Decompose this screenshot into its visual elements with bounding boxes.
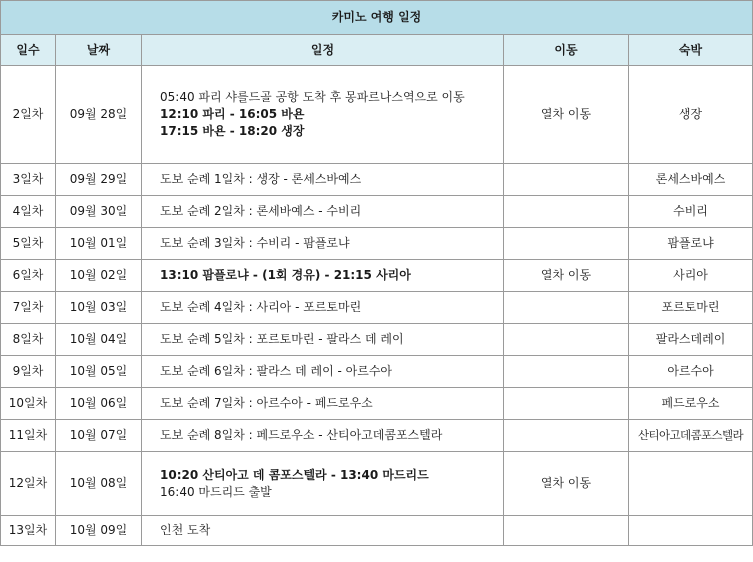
cell-lodging: 생장: [629, 66, 753, 164]
header-schedule: 일정: [142, 35, 504, 66]
table-row: [1, 66, 753, 164]
cell-date: 10월 09일: [56, 516, 142, 546]
schedule-line: 도보 순례 5일차 : 포르토마린 - 팔라스 데 레이: [160, 332, 404, 346]
cell-day: 9일차: [1, 356, 56, 388]
schedule-line: 17:15 바욘 - 18:20 생장: [160, 124, 305, 138]
cell-date: 10월 02일: [56, 260, 142, 292]
header-transport: 이동: [504, 35, 629, 66]
cell-day: 6일차: [1, 260, 56, 292]
cell-date: 09월 30일: [56, 196, 142, 228]
cell-lodging: 아르수아: [629, 356, 753, 388]
cell-day: 13일차: [1, 516, 56, 546]
cell-day: 2일차: [1, 66, 56, 164]
cell-schedule: [142, 66, 504, 164]
cell-day: 5일차: [1, 228, 56, 260]
cell-transport: 열차 이동: [504, 260, 629, 292]
cell-day: 4일차: [1, 196, 56, 228]
cell-date: 09월 29일: [56, 164, 142, 196]
cell-schedule: [142, 420, 504, 452]
cell-date: 10월 07일: [56, 420, 142, 452]
cell-lodging: 사리아: [629, 260, 753, 292]
cell-transport: [504, 356, 629, 388]
cell-lodging: 팜플로냐: [629, 228, 753, 260]
cell-lodging: 팔라스데레이: [629, 324, 753, 356]
schedule-line: 05:40 파리 샤를드골 공항 도착 후 몽파르나스역으로 이동: [160, 90, 465, 104]
cell-schedule: [142, 324, 504, 356]
cell-transport: [504, 228, 629, 260]
schedule-line: 16:40 마드리드 출발: [160, 484, 272, 499]
header-date: 날짜: [56, 35, 142, 66]
schedule-line: 도보 순례 2일차 : 론세바예스 - 수비리: [160, 204, 362, 218]
cell-schedule: [142, 260, 504, 292]
cell-schedule: [142, 292, 504, 324]
cell-transport: [504, 292, 629, 324]
cell-transport: 열차 이동: [504, 66, 629, 164]
cell-transport: [504, 164, 629, 196]
cell-day: 12일차: [1, 452, 56, 516]
cell-date: 09월 28일: [56, 66, 142, 164]
schedule-line: 12:10 파리 - 16:05 바욘: [160, 107, 305, 121]
cell-schedule: [142, 196, 504, 228]
schedule-line: 도보 순례 6일차 : 팔라스 데 레이 - 아르수아: [160, 364, 392, 378]
schedule-line: 도보 순례 8일차 : 페드로우소 - 산티아고데콤포스텔라: [160, 428, 443, 442]
table-row: [1, 228, 753, 260]
cell-schedule: [142, 516, 504, 546]
cell-schedule: [142, 388, 504, 420]
table-row: [1, 164, 753, 196]
cell-date: 10월 04일: [56, 324, 142, 356]
table-row: [1, 516, 753, 546]
schedule-line: 도보 순례 3일차 : 수비리 - 팜플로냐: [160, 236, 350, 250]
cell-lodging: 론세스바예스: [629, 164, 753, 196]
table-row: [1, 420, 753, 452]
table-row: [1, 356, 753, 388]
cell-date: 10월 08일: [56, 452, 142, 516]
cell-lodging: 페드로우소: [629, 388, 753, 420]
cell-day: 8일차: [1, 324, 56, 356]
cell-transport: [504, 420, 629, 452]
cell-transport: [504, 516, 629, 546]
cell-transport: [504, 388, 629, 420]
schedule-line: 도보 순례 1일차 : 생장 - 론세스바예스: [160, 172, 362, 186]
table-row: [1, 324, 753, 356]
table-body: [1, 66, 753, 546]
cell-schedule: [142, 356, 504, 388]
schedule-line: 13:10 팜플로냐 - (1회 경유) - 21:15 사리아: [160, 268, 411, 282]
schedule-line: 도보 순례 4일차 : 사리아 - 포르토마린: [160, 300, 362, 314]
header-row: [1, 35, 753, 66]
table-row: [1, 452, 753, 516]
header-lodging: 숙박: [629, 35, 753, 66]
cell-transport: [504, 324, 629, 356]
cell-day: 3일차: [1, 164, 56, 196]
table-row: [1, 388, 753, 420]
schedule-line: 인천 도착: [160, 523, 211, 537]
table-row: [1, 292, 753, 324]
cell-transport: [504, 196, 629, 228]
cell-date: 10월 03일: [56, 292, 142, 324]
table-row: [1, 196, 753, 228]
schedule-line: 10:20 산티아고 데 콤포스텔라 - 13:40 마드리드: [160, 467, 429, 482]
cell-day: 7일차: [1, 292, 56, 324]
cell-day: 11일차: [1, 420, 56, 452]
cell-date: 10월 06일: [56, 388, 142, 420]
cell-lodging: 산티아고데콤포스텔라: [629, 420, 753, 452]
table-title: 카미노 여행 일정: [1, 1, 753, 35]
header-day: 일수: [1, 35, 56, 66]
cell-date: 10월 05일: [56, 356, 142, 388]
cell-schedule: [142, 164, 504, 196]
title-row: [1, 1, 753, 35]
cell-lodging: 수비리: [629, 196, 753, 228]
cell-lodging: [629, 516, 753, 546]
cell-transport: 열차 이동: [504, 452, 629, 516]
cell-schedule: [142, 452, 504, 516]
cell-lodging: [629, 452, 753, 516]
table-row: [1, 260, 753, 292]
cell-date: 10월 01일: [56, 228, 142, 260]
cell-schedule: [142, 228, 504, 260]
schedule-line: 도보 순례 7일차 : 아르수아 - 페드로우소: [160, 396, 373, 410]
cell-day: 10일차: [1, 388, 56, 420]
cell-lodging: 포르토마린: [629, 292, 753, 324]
